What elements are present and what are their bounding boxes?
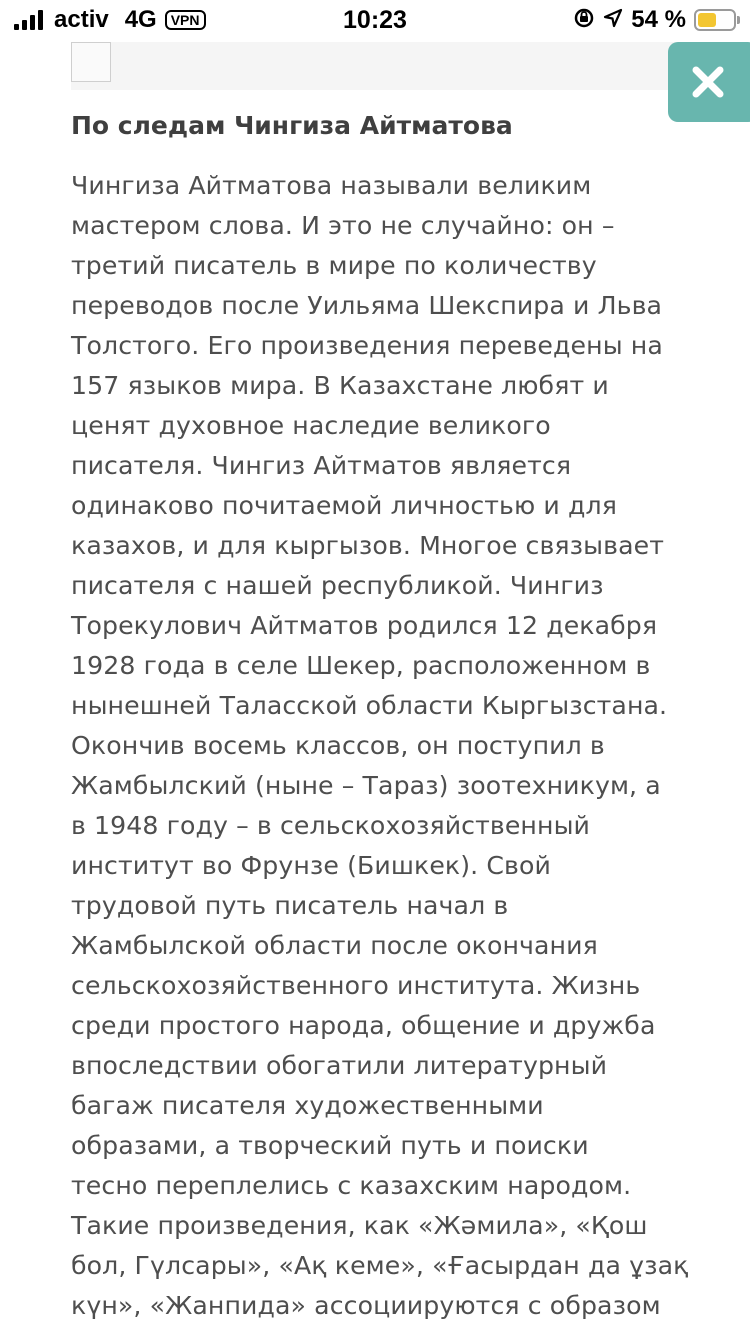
article-title: По следам Чингиза Айтматова (71, 111, 513, 140)
article-line: Окончив восемь классов, он поступил в (71, 731, 605, 760)
article-line: переводов после Уильяма Шекспира и Льва (71, 291, 663, 320)
article-line: писателя с нашей республикой. Чингиз (71, 571, 604, 600)
article-line: Торекулович Айтматов родился 12 декабря (71, 611, 658, 640)
carrier-name: activ (54, 6, 109, 33)
article-line: образами, а творческий путь и поиски (71, 1131, 589, 1160)
article-line: тесно переплелись с казахским народом. (71, 1171, 632, 1200)
vpn-badge: VPN (165, 10, 206, 30)
image-placeholder (71, 42, 111, 82)
article-line: 157 языков мира. В Казахстане любят и (71, 371, 609, 400)
article-body (71, 166, 691, 1326)
article-line: Жамбылский (ныне – Тараз) зоотехникум, а (71, 771, 661, 800)
status-bar (0, 0, 750, 40)
article-line: мастером слова. И это не случайно: он – (71, 211, 615, 240)
status-time: 10:23 (343, 6, 407, 34)
article-line: среди простого народа, общение и дружба (71, 1011, 656, 1040)
article-line: третий писатель в мире по количеству (71, 251, 597, 280)
article-line: Чингиза Айтматова называли великим (71, 171, 592, 200)
article-line: писателя. Чингиз Айтматов является (71, 451, 572, 480)
close-icon (691, 65, 725, 99)
article-line: күн», «Жанпида» ассоциируются с образом (71, 1291, 661, 1320)
battery-icon (694, 9, 736, 31)
network-type: 4G (124, 6, 157, 33)
article-line: институт во Фрунзе (Бишкек). Свой (71, 851, 551, 880)
article-line: сельскохозяйственного института. Жизнь (71, 971, 641, 1000)
article-line: казахов, и для кыргызов. Многое связывает (71, 531, 664, 560)
article-line: ценят духовное наследие великого (71, 411, 551, 440)
article-line: нынешней Таласской области Кыргызстана. (71, 691, 668, 720)
battery-fill (698, 13, 716, 27)
article-line: бол, Гүлсары», «Ақ кеме», «Ғасырдан да ұзақ (71, 1251, 689, 1280)
image-strip (71, 42, 681, 90)
battery-percent: 54 % (631, 6, 686, 33)
article (71, 108, 691, 1326)
article-line: Такие произведения, как «Жәмила», «Қош (71, 1211, 648, 1240)
rotation-lock-icon (573, 7, 595, 34)
status-right (573, 6, 736, 34)
article-line: 1928 года в селе Шекер, расположенном в (71, 651, 651, 680)
article-line: багаж писателя художественными (71, 1091, 544, 1120)
article-line: Толстого. Его произведения переведены на (71, 331, 663, 360)
article-line: в 1948 году – в сельскохозяйственный (71, 811, 591, 840)
article-line: одинаково почитаемой личностью и для (71, 491, 617, 520)
location-arrow-icon (603, 8, 623, 33)
article-line: впоследствии обогатили литературный (71, 1051, 608, 1080)
article-line: Жамбылской области после окончания (71, 931, 598, 960)
article-line: трудовой путь писатель начал в (71, 891, 509, 920)
